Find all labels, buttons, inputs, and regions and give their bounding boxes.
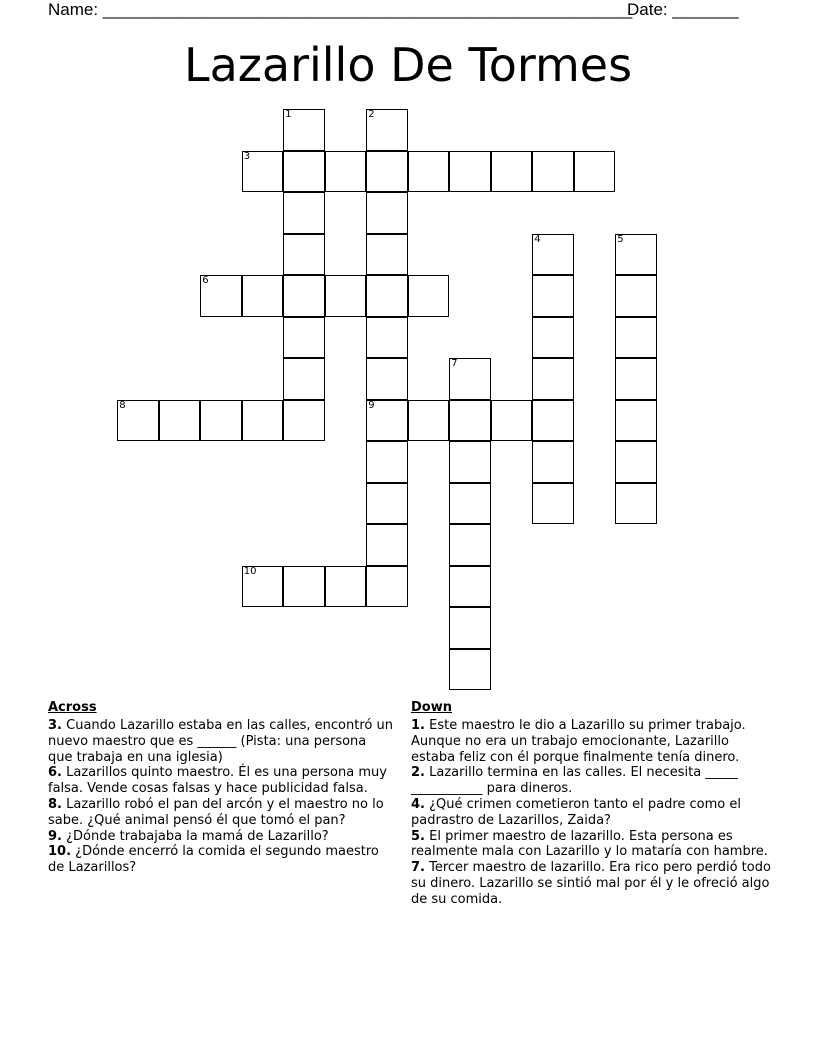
across-clue [48, 844, 393, 876]
crossword-cell [366, 483, 408, 525]
crossword-cell [532, 483, 574, 525]
crossword-cell [366, 109, 408, 151]
cell-number: 6 [202, 275, 209, 287]
crossword-cell [408, 151, 450, 193]
crossword-cell [283, 275, 325, 317]
crossword-cell [615, 275, 657, 317]
cell-number: 3 [243, 150, 251, 162]
clue-text: Lazarillo robó el pan del arcón y el maestro no lo sabe. ¿Qué animal pensó él que tomó el pan? [48, 796, 384, 828]
name-field-label: Name: ________________________________________________________ [48, 0, 633, 19]
clue-number: 4. [411, 796, 425, 812]
clue-text: Lazarillo termina en las calles. El necesita _____ ___________ para dineros. [411, 765, 738, 797]
crossword-cell [283, 400, 325, 442]
down-clue [411, 797, 773, 829]
clue-text: ¿Qué crimen cometieron tanto el padre como el padrastro de Lazarillos, Zaida? [411, 796, 741, 828]
clue-number: 8. [48, 796, 62, 812]
down-clue [411, 860, 773, 907]
cell-number: 4 [534, 233, 541, 245]
crossword-cell [449, 151, 491, 193]
crossword-cell [366, 275, 408, 317]
crossword-cell [532, 358, 574, 400]
across-clue [48, 829, 393, 845]
cell-number: 7 [451, 358, 458, 370]
across-clue [48, 718, 393, 765]
crossword-cell [615, 234, 657, 276]
clue-number: 2. [411, 765, 425, 781]
crossword-cell [615, 441, 657, 483]
clue-text: Lazarillos quinto maestro. Él es una persona muy falsa. Vende cosas falsas y hace publicidad falsa. [48, 765, 387, 797]
cell-number: 8 [119, 399, 126, 411]
crossword-cell [615, 317, 657, 359]
crossword-cell [574, 151, 616, 193]
crossword-cell [117, 400, 159, 442]
crossword-cell [449, 483, 491, 525]
crossword-cell [283, 192, 325, 234]
clue-number: 9. [48, 828, 62, 844]
crossword-cell [366, 441, 408, 483]
down-clue [411, 829, 773, 861]
crossword-cell [532, 275, 574, 317]
clue-number: 1. [411, 718, 425, 733]
crossword-cell [200, 400, 242, 442]
crossword-cell [449, 358, 491, 400]
crossword-cell [242, 400, 284, 442]
crossword-cell [615, 358, 657, 400]
crossword-cell [283, 109, 325, 151]
down-clue [411, 765, 773, 797]
crossword-cell [532, 151, 574, 193]
crossword-cell [283, 566, 325, 608]
crossword-cell [366, 524, 408, 566]
crossword-cell [449, 524, 491, 566]
crossword-cell [532, 317, 574, 359]
crossword-cell [532, 441, 574, 483]
across-clue [48, 765, 393, 797]
down-clue [411, 718, 773, 765]
crossword-cell [366, 566, 408, 608]
crossword-cell [491, 400, 533, 442]
across-clue [48, 797, 393, 829]
across-heading: Across [48, 700, 97, 715]
crossword-cell [283, 234, 325, 276]
crossword-cell [366, 234, 408, 276]
crossword-cell [242, 275, 284, 317]
crossword-cell [200, 275, 242, 317]
crossword-cell [283, 358, 325, 400]
crossword-cell [325, 151, 367, 193]
crossword-cell [283, 151, 325, 193]
crossword-cell [408, 400, 450, 442]
crossword-cell [366, 151, 408, 193]
crossword-cell [615, 483, 657, 525]
date-field-label: Date: _______ [627, 0, 739, 19]
across-clue-list [48, 718, 393, 876]
clue-text: El primer maestro de lazarillo. Esta persona es realmente mala con Lazarillo y lo mataría con hambre. [411, 828, 768, 860]
cell-number: 1 [285, 109, 292, 121]
crossword-cell [366, 192, 408, 234]
crossword-cell [449, 607, 491, 649]
clue-text: ¿Dónde encerró la comida el segundo maestro de Lazarillos? [48, 844, 379, 876]
crossword-cell [449, 566, 491, 608]
crossword-cell [325, 275, 367, 317]
down-clues [411, 700, 773, 908]
cell-number: 9 [368, 399, 375, 411]
crossword-cell [242, 151, 284, 193]
cell-number: 2 [368, 109, 375, 121]
across-clues [48, 700, 393, 876]
crossword-cell [491, 151, 533, 193]
crossword-cell [283, 317, 325, 359]
cell-number: 5 [617, 233, 624, 245]
crossword-cell [325, 566, 367, 608]
down-heading: Down [411, 700, 452, 715]
clue-number: 7. [411, 860, 425, 876]
clue-text: Este maestro le dio a Lazarillo su primer trabajo. Aunque no era un trabajo emocionante, Lazarillo estaba feliz con él porque finalmente tenía dinero. [411, 718, 746, 765]
clue-number: 6. [48, 765, 62, 781]
crossword-cell [449, 649, 491, 691]
clue-number: 10. [48, 844, 72, 860]
crossword-cell [159, 400, 201, 442]
crossword-cell [366, 317, 408, 359]
clue-text: Cuando Lazarillo estaba en las calles, encontró un nuevo maestro que es ______ (Pista: una persona que trabaja en una iglesia) [48, 718, 393, 765]
crossword-cell [408, 275, 450, 317]
crossword-cell [532, 234, 574, 276]
crossword-cell [366, 358, 408, 400]
cell-number: 10 [243, 565, 257, 577]
clue-text: ¿Dónde trabajaba la mamá de Lazarillo? [66, 828, 329, 844]
clue-text: Tercer maestro de lazarillo. Era rico pero perdió todo su dinero. Lazarillo se sintió mal por él y le ofreció algo de su comida. [411, 860, 771, 907]
page-title: Lazarillo De Tormes [183, 38, 633, 92]
clue-number: 5. [411, 828, 425, 844]
crossword-cell [449, 441, 491, 483]
crossword-cell [532, 400, 574, 442]
crossword-cell [449, 400, 491, 442]
crossword-cell [366, 400, 408, 442]
clue-number: 3. [48, 718, 62, 733]
crossword-cell [615, 400, 657, 442]
down-clue-list [411, 718, 773, 908]
crossword-cell [242, 566, 284, 608]
